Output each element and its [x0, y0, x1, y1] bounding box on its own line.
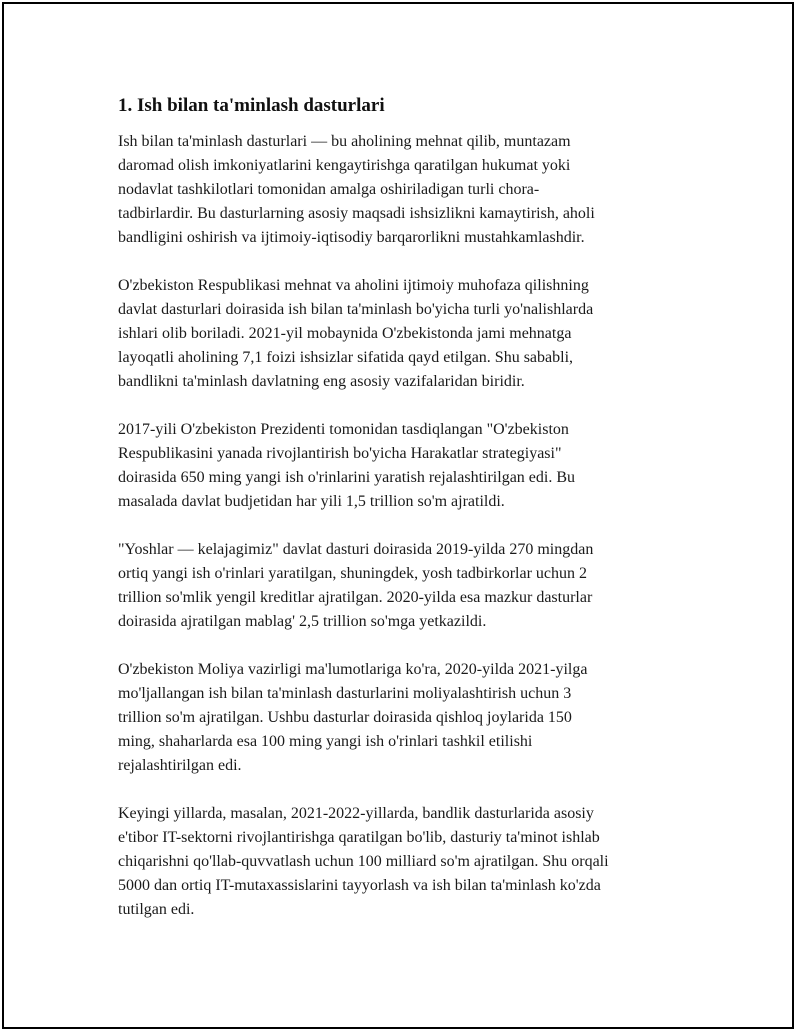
paragraph-line: ortiq yangi ish o'rinlari yaratilgan, shuningdek, yosh tadbirkorlar uchun 2 [118, 565, 588, 582]
paragraph-line: 2017-yili O'zbekiston Prezidenti tomonidan tasdiqlangan "O'zbekiston [118, 421, 569, 438]
paragraph-2 [118, 274, 698, 394]
paragraph-line: doirasida ajratilgan mablag' 2,5 trillion so'mga yetkazildi. [118, 613, 487, 630]
paragraph-line: daromad olish imkoniyatlarini kengaytirishga qaratilgan hukumat yoki [118, 157, 571, 174]
paragraph-line: trillion so'mlik yengil kreditlar ajratilgan. 2020-yilda esa mazkur dasturlar [118, 589, 593, 606]
paragraph-line: e'tibor IT-sektorni rivojlantirishga qaratilgan bo'lib, dasturiy ta'minot ishlab [118, 829, 600, 846]
paragraph-line: bandlikni ta'minlash davlatning eng asosiy vazifalaridan biridir. [118, 373, 525, 390]
paragraph-1 [118, 130, 698, 250]
paragraph-6 [118, 802, 698, 922]
paragraph-line: doirasida 650 ming yangi ish o'rinlarini yaratish rejalashtirilgan edi. Bu [118, 469, 576, 486]
paragraph-line: rejalashtirilgan edi. [118, 757, 242, 774]
paragraph-line: O'zbekiston Moliya vazirligi ma'lumotlariga ko'ra, 2020-yilda 2021-yilga [118, 661, 588, 678]
paragraph-line: ming, shaharlarda esa 100 ming yangi ish o'rinlari tashkil etilishi [118, 733, 533, 750]
paragraph-line: O'zbekiston Respublikasi mehnat va aholini ijtimoiy muhofaza qilishning [118, 277, 589, 294]
paragraph-line: tutilgan edi. [118, 901, 195, 918]
paragraph-line: layoqatli aholining 7,1 foizi ishsizlar sifatida qayd etilgan. Shu sababli, [118, 349, 574, 366]
paragraph-line: nodavlat tashkilotlari tomonidan amalga oshiriladigan turli chora- [118, 181, 540, 198]
paragraph-line: bandligini oshirish va ijtimoiy-iqtisodiy barqarorlikni mustahkamlashdir. [118, 229, 585, 246]
paragraph-4 [118, 538, 698, 634]
paragraph-line: davlat dasturlari doirasida ish bilan ta'minlash bo'yicha turli yo'nalishlarda [118, 301, 594, 318]
paragraph-line: chiqarishni qo'llab-quvvatlash uchun 100 milliard so'm ajratilgan. Shu orqali [118, 853, 609, 870]
paragraph-line: mo'ljallangan ish bilan ta'minlash dasturlarini moliyalashtirish uchun 3 [118, 685, 572, 702]
paragraph-line: tadbirlardir. Bu dasturlarning asosiy maqsadi ishsizlikni kamaytirish, aholi [118, 205, 595, 222]
paragraph-3 [118, 418, 698, 514]
paragraph-line: masalada davlat budjetidan har yili 1,5 trillion so'm ajratildi. [118, 493, 505, 510]
paragraph-line: Ish bilan ta'minlash dasturlari — bu aholining mehnat qilib, muntazam [118, 133, 571, 150]
paragraph-5 [118, 658, 698, 778]
paragraph-line: 5000 dan ortiq IT-mutaxassislarini tayyorlash va ish bilan ta'minlash ko'zda [118, 877, 601, 894]
paragraph-line: Keyingi yillarda, masalan, 2021-2022-yillarda, bandlik dasturlarida asosiy [118, 805, 594, 822]
paragraph-line: Respublikasini yanada rivojlantirish bo'yicha Harakatlar strategiyasi" [118, 445, 562, 462]
paragraph-line: ishlari olib boriladi. 2021-yil mobaynida O'zbekistonda jami mehnatga [118, 325, 572, 342]
paragraph-line: trillion so'm ajratilgan. Ushbu dasturlar doirasida qishloq joylarida 150 [118, 709, 572, 726]
paragraph-line: "Yoshlar — kelajagimiz" davlat dasturi doirasida 2019-yilda 270 mingdan [118, 541, 594, 558]
section-heading: 1. Ish bilan ta'minlash dasturlari [118, 95, 385, 116]
document-body [118, 94, 698, 922]
